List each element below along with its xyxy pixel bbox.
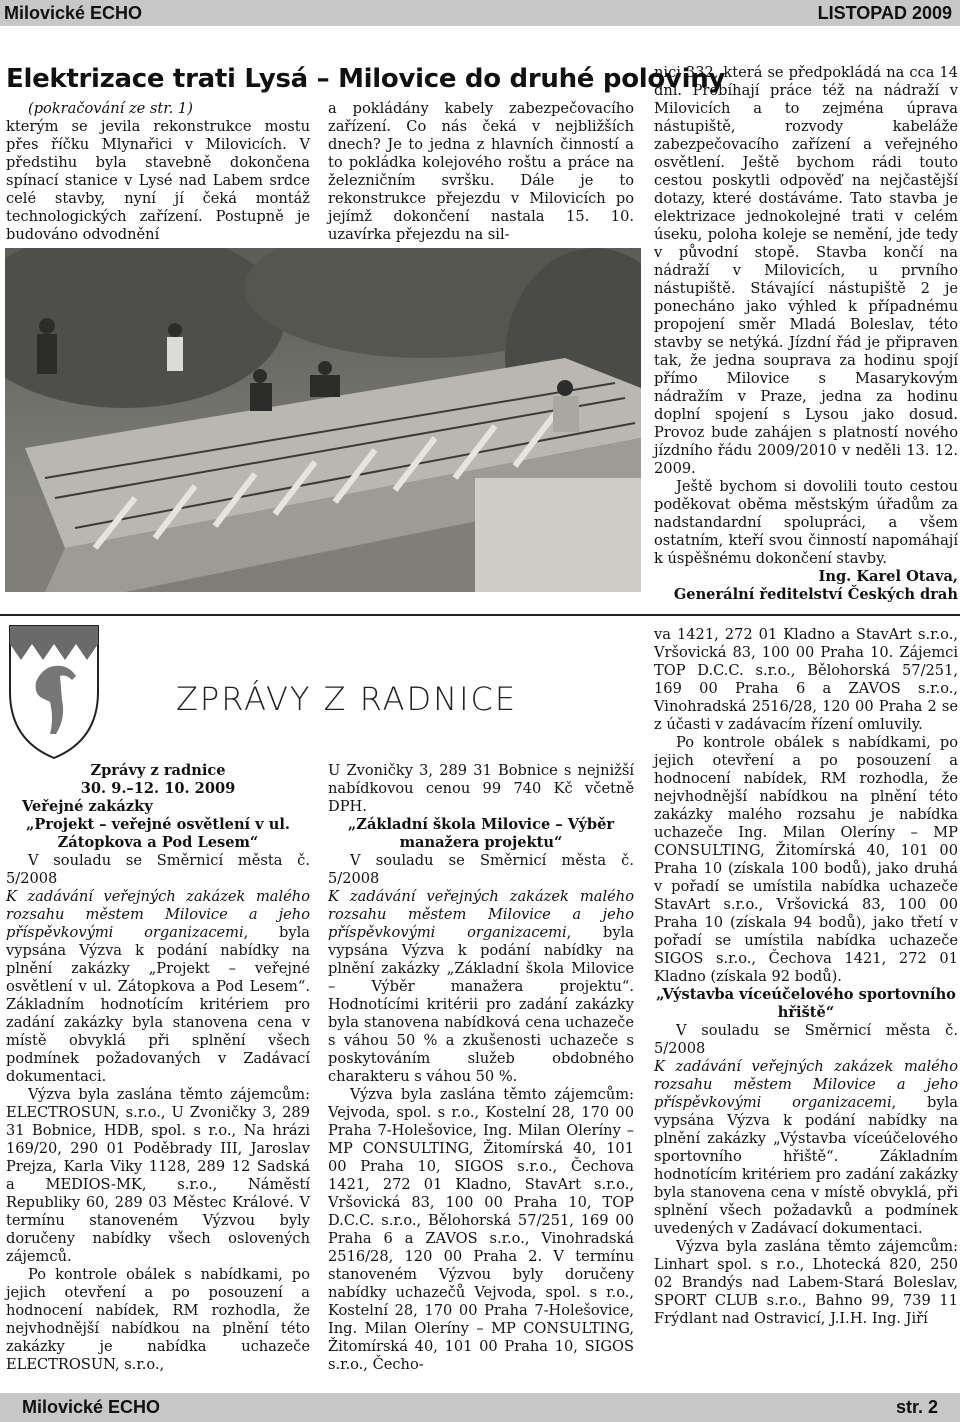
article-column-1: [6, 100, 310, 244]
article-paragraph: nici 332, která se předpokládá na cca 14 dní. Probíhají práce též na nádraží v Milovicích a to zejména úprava nástupiště, rozvody kabeláže zabezpečovacího zařízení a veřejného osvětlení. Ještě bychom rádi touto cestou poskytli odpověď na nejčastější dotazy, které dostáváme. Tato stavba je elektrizace jednokolejné trati v celém úseku, poloha koleje se nemění, jde tedy v původní stopě. Stavba končí na nádraží v Milovicích, u prvního nástupiště. Stávající nástupiště 2 je ponecháno jako výhled k případnému propojení směr Mladá Boleslav, této stavby se netýká. Jízdní řád je připraven tak, že jedna souprava za hodinu spojí přímo Milovice s Masarykovým nádražím v Praze, jedna za hodinu doplní spojení s Lysou jako dosud. Provoz bude zahájen s platností nového jízdního řádu 2009/2010 v neděli 13. 12. 2009.: [654, 64, 958, 477]
article-paragraph: kterým se jevila rekonstrukce mostu přes říčku Mlynařici v Milovicích. V předstihu byla stavebně dokončena spínací stanice v Lysé nad Labem srdce celé stavby, nyní jí čeká montáž technologických zařízení. Postupně je budováno odvodnění: [6, 118, 310, 243]
tender-text: Výzva byla zaslána těmto zájemcům: Vejvoda, spol. s r.o., Kostelní 28, 170 00 Praha 7-Holešovice, Ing. Milan Oleríny – MP CONSULTING, Žitomírská 40, 101 00 Praha 10, SIGOS s.r.o., Čechova 1421, 272 01 Kladno, StavArt s.r.o., Vršovická 83, 100 00 Praha 10, TOP D.C.C. s.r.o., Bělohorská 57/251, 169 00 Praha 6 a ZAVOS s.r.o., Vinohradská 2516/28, 120 00 Praha 2. V termínu stanoveném Výzvou byly doručeny nabídky uchazečů Vejvoda, spol. s r.o., Kostelní 28, 170 00 Praha 7-Holešovice, Ing. Milan Oleríny – MP CONSULTING, Žitomírská 40, 101 00 Praha 10, SIGOS s.r.o., Čecho-: [328, 1086, 634, 1373]
tender-text: , byla vypsána Výzva k podání nabídky na plnění zakázky „Projekt – veřejné osvětlení v ul. Zátopkova a Pod Lesem“. Základním hodnotícím kritériem pro zadání zakázky byla stanovena cena v místě obvyklá při splnění všech podmínek požadovaných v Zadávací dokumentaci.: [6, 924, 310, 1085]
article-paragraph: Ještě bychom si dovolili touto cestou poděkovat oběma městským úřadům za nadstandardní spolupráci, a všem ostatním, kteří svou činností napomáhají k úspěšnému dokončení stavby.: [654, 478, 958, 567]
article-headline: Elektrizace trati Lysá – Milovice do druhé poloviny: [6, 64, 726, 94]
continued-note: (pokračování ze str. 1): [28, 100, 193, 117]
tender-text: , byla vypsána Výzva k podání nabídky na plnění zakázky „Výstavba víceúčelového sportovního hřiště“. Základním hodnotícím kritériem pro zadání zakázky byla stanovena cena v místě obvyklá, při splnění všech požadavků a podmínek uvedených v Zadávací dokumentaci.: [654, 1094, 958, 1237]
tender-lead: V souladu se Směrnicí města č. 5/2008: [6, 852, 310, 887]
article-column-3: [654, 64, 958, 604]
section-subhead: Veřejné zakázky: [22, 798, 153, 815]
publication-title: Milovické ECHO: [4, 3, 143, 23]
issue-date: LISTOPAD 2009: [817, 3, 952, 23]
directive-title: K zadávání veřejných zakázek malého rozsahu městem Milovice a jeho příspěvkovými organizacemi: [328, 888, 634, 941]
tender-text: U Zvoničky 3, 289 31 Bobnice s nejnižší nabídkovou cenou 99 740 Kč včetně DPH.: [328, 762, 634, 815]
directive-title: K zadávání veřejných zakázek malého rozsahu městem Milovice a jeho příspěvkovými organizacemi: [654, 1058, 958, 1111]
radnice-column-3: [654, 626, 958, 1328]
tender-text: Po kontrole obálek s nabídkami, po jejich otevření a po posouzení a hodnocení nabídek, RM rozhodla, že nejvhodnější nabídkou na plnění této zakázky malého rozsahu je nabídka uchazeče Ing. Milan Oleríny – MP CONSULTING, Žitomírská 40, 101 00 Praha 10 (získala 100 bodů), jako druhá v pořadí se umístila nabídka uchazeče StavArt s.r.o., Vršovická 83, 100 00 Praha 10 (získala 94 bodů), jako třetí v pořadí se umístila nabídka uchazeče SIGOS s.r.o., Čechova 1421, 272 01 Kladno (získala 92 bodů).: [654, 734, 958, 985]
tender-heading: „Projekt – veřejné osvětlení v ul. Zátopkova a Pod Lesem“: [26, 816, 290, 851]
radnice-column-2: [328, 762, 634, 1374]
tender-lead: V souladu se Směrnicí města č. 5/2008: [328, 852, 634, 887]
footer-bar: [0, 1393, 960, 1422]
tender-heading: „Výstavba víceúčelového sportovního hřiště“: [656, 986, 956, 1021]
tender-heading: „Základní škola Milovice – Výběr manažera projektu“: [347, 816, 615, 851]
tender-text: va 1421, 272 01 Kladno a StavArt s.r.o., Vršovická 83, 100 00 Praha 10. Zájemci TOP D.C.C. s.r.o., Bělohorská 57/251, 169 00 Praha 6 a ZAVOS s.r.o., Vinohradská 2516/28, 120 00 Praha 2 se z účasti v zadávacím řízení omluvily.: [654, 626, 958, 733]
tender-lead: V souladu se Směrnicí města č. 5/2008: [654, 1022, 958, 1057]
footer-publication: Milovické ECHO: [22, 1397, 161, 1417]
signature-org: Generální ředitelství Českých drah: [673, 586, 958, 603]
directive-title: K zadávání veřejných zakázek malého rozsahu městem Milovice a jeho příspěvkovými organizacemi: [6, 888, 310, 941]
section-banner: ZPRÁVY Z RADNICE: [176, 680, 518, 718]
radnice-column-1: [6, 762, 310, 1374]
signature-name: Ing. Karel Otava,: [818, 568, 958, 585]
tender-text: Výzva byla zaslána těmto zájemcům: ELECTROSUN, s.r.o., U Zvoničky 3, 289 31 Bobnice, HDB, spol. s r.o., Na hrázi 169/20, 290 01 Poděbrady III, Jaroslav Prejza, Karla Viky 1128, 289 12 Sadská a MEDIOS-MK, s.r.o., Náměstí Republiky 60, 289 03 Městec Králové. V termínu stanoveném Výzvou byly doručeny nabídky všech oslovených zájemců.: [6, 1086, 310, 1265]
tender-text: , byla vypsána Výzva k podání nabídky na plnění zakázky „Základní škola Milovice – Výběr manažera projektu“. Hodnotícími kritérii pro zadání zakázky byla stanovena nabídková cena uchazeče s váhou 50 % a zkušenosti uchazeče s poskytováním služeb obdobného charakteru s váhou 50 %.: [328, 924, 634, 1085]
section-date: 30. 9.–12. 10. 2009: [80, 780, 236, 797]
town-crest-icon: [6, 622, 166, 762]
page-number: str. 2: [895, 1397, 938, 1417]
article-paragraph: a pokládány kabely zabezpečovacího zařízení. Co nás čeká v nejbližších dnech? Je to jedna z hlavních činností a to pokládka kolejového roštu a práce na železničním svršku. Dále je to rekonstrukce přejezdu v Milovicích po jejímž dokončení nastala 15. 10. uzavírka přejezdu na sil-: [328, 100, 634, 243]
tender-text: Po kontrole obálek s nabídkami, po jejich otevření a po posouzení a hodnocení nabídek, RM rozhodla, že nejvhodnější nabídkou na plnění této zakázky je nabídka uchazeče ELECTROSUN, s.r.o.,: [6, 1266, 310, 1373]
section-title: Zprávy z radnice: [90, 762, 226, 779]
article-column-2: [328, 100, 634, 244]
header-bar: [0, 0, 960, 26]
construction-photo: [5, 248, 641, 592]
section-divider: [0, 614, 960, 616]
tender-text: Výzva byla zaslána těmto zájemcům: Linhart spol. s r.o., Lhotecká 820, 250 02 Brandýs nad Labem-Stará Boleslav, SPORT CLUB s.r.o., Bahno 99, 739 11 Frýdlant nad Ostravicí, J.I.H. Ing. Jiří: [654, 1238, 958, 1327]
